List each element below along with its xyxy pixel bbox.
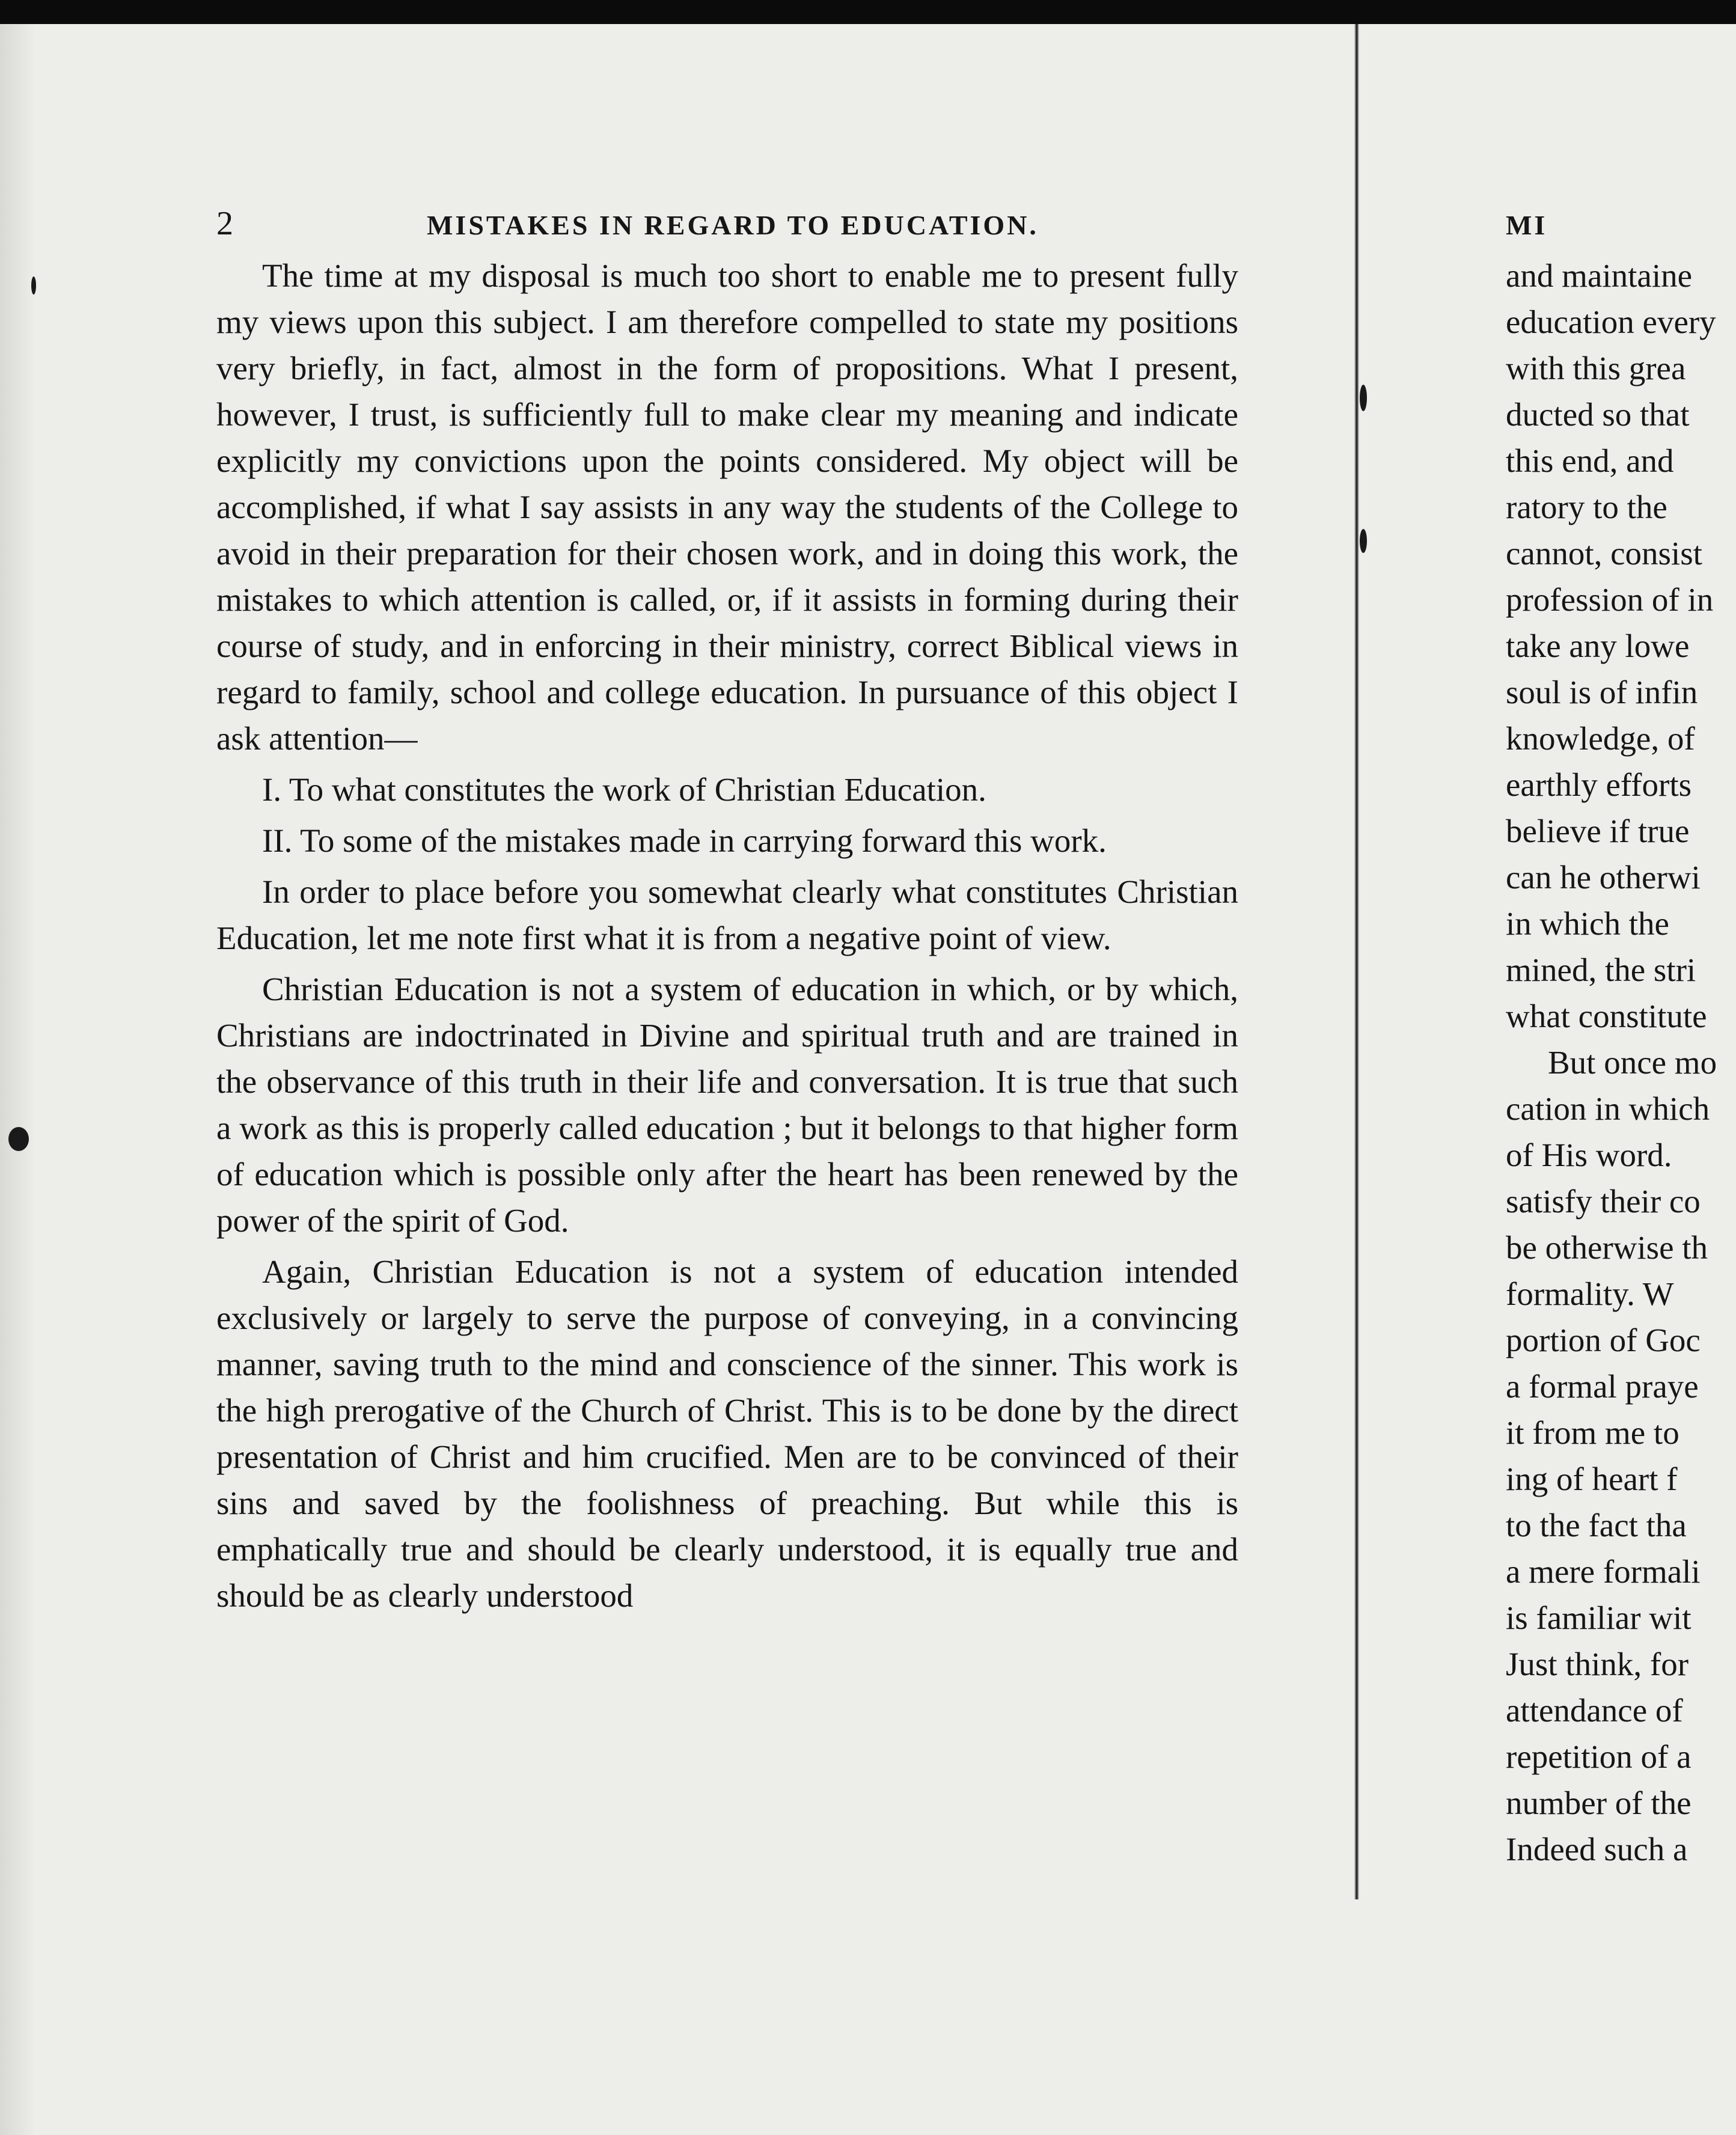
scan-speck (31, 276, 36, 295)
right-page-line: of His word. (1506, 1137, 1672, 1173)
scan-speck (8, 1127, 29, 1151)
right-page-line: soul is of infin (1506, 674, 1698, 710)
left-page-header (216, 192, 1238, 252)
right-page-line: ing of heart f (1506, 1461, 1678, 1497)
right-page-line: a formal praye (1506, 1368, 1699, 1405)
right-page-line: a mere formali (1506, 1553, 1701, 1590)
right-page-line: is familiar wit (1506, 1599, 1692, 1636)
right-page-line: number of the (1506, 1785, 1692, 1821)
right-page-line: knowledge, of (1506, 720, 1695, 757)
right-page-line: Just think, for (1506, 1646, 1689, 1682)
right-page-line: formality. W (1506, 1275, 1674, 1312)
scan-top-border (0, 0, 1736, 24)
paragraph: Christian Education is not a system of education in which, or by which, Christians are indoctrinated in Divine and spiritual truth and are trained in the observance of this truth in their life and conversation. It is true that such a work as this is properly called education ; but it belongs to that higher form of education which is possible only after the heart has been renewed by the power of the spirit of God. (216, 971, 1238, 1239)
paragraph: II. To some of the mistakes made in carrying forward this work. (262, 822, 1107, 859)
right-page-line: be otherwise th (1506, 1229, 1708, 1266)
paragraph: Again, Christian Education is not a system of education intended exclusively or largely to serve the purpose of conveying, in a convincing manner, saving truth to the mind and conscience of the sinner. This work is the high prerogative of the Church of Christ. This is to be done by the direct presentation of Christ and him crucified. Men are to be convinced of their sins and saved by the foolishness of preaching. But while this is emphatically true and should be clearly understood, it is equally true and should be as clearly understood (216, 1253, 1238, 1614)
right-page-line: to the fact tha (1506, 1507, 1687, 1544)
paragraph: In order to place before you somewhat clearly what constitutes Christian Education, let me note first what it is from a negative point of view. (216, 873, 1238, 956)
right-page-line: ratory to the (1506, 489, 1667, 525)
right-page-line: what constitute (1506, 998, 1707, 1034)
right-page-fragment (1506, 192, 1736, 1872)
running-head-title: MISTAKES IN REGARD TO EDUCATION. (427, 210, 1039, 240)
right-page-line: cannot, consist (1506, 535, 1702, 572)
right-page-line: attendance of (1506, 1692, 1683, 1729)
scan-left-edge-shadow (0, 24, 36, 2135)
right-page-line: can he otherwi (1506, 859, 1701, 896)
right-page-line: profession of in (1506, 581, 1714, 618)
right-page-line: satisfy their co (1506, 1183, 1701, 1220)
right-page-line: believe if true (1506, 813, 1690, 849)
right-page-line: cation in which (1506, 1090, 1710, 1127)
right-page-line: ducted so that (1506, 396, 1690, 433)
right-page-line: repetition of a (1506, 1738, 1692, 1775)
right-page-line: portion of Goc (1506, 1322, 1701, 1358)
paragraph: I. To what constitutes the work of Christian Education. (262, 771, 986, 808)
left-page-body (216, 252, 1238, 1619)
right-running-head-fragment: MI (1506, 210, 1548, 240)
right-page-line: But once mo (1548, 1044, 1717, 1081)
left-page (216, 192, 1238, 1623)
right-page-line: in which the (1506, 905, 1669, 942)
page-number: 2 (216, 205, 236, 242)
right-page-line: and maintaine (1506, 257, 1693, 294)
right-page-line: take any lowe (1506, 628, 1690, 664)
scan-speck (1360, 385, 1367, 411)
right-page-line: it from me to (1506, 1414, 1679, 1451)
book-gutter (1354, 24, 1359, 1899)
right-page-line: earthly efforts (1506, 766, 1692, 803)
right-page-line: Indeed such a (1506, 1831, 1688, 1868)
paragraph: The time at my disposal is much too short to enable me to present fully my views upon this subject. I am therefore compelled to state my positions very briefly, in fact, almost in the form of propositions. What I present, however, I trust, is sufficiently full to make clear my meaning and indicate explicitly my convictions upon the points considered. My object will be accomplished, if what I say assists in any way the students of the College to avoid in their preparation for their chosen work, and in doing this work, the mistakes to which attention is called, or, if it assists in forming during their course of study, and in enforcing in their ministry, correct Biblical views in regard to family, school and college education. In pursuance of this object I ask attention— (216, 257, 1238, 757)
right-page-lines (1506, 252, 1736, 1872)
right-page-line: with this grea (1506, 350, 1686, 386)
right-page-line: education every (1506, 304, 1716, 340)
right-page-line: this end, and (1506, 442, 1674, 479)
right-page-line: mined, the stri (1506, 951, 1696, 988)
scan-speck (1360, 529, 1367, 553)
